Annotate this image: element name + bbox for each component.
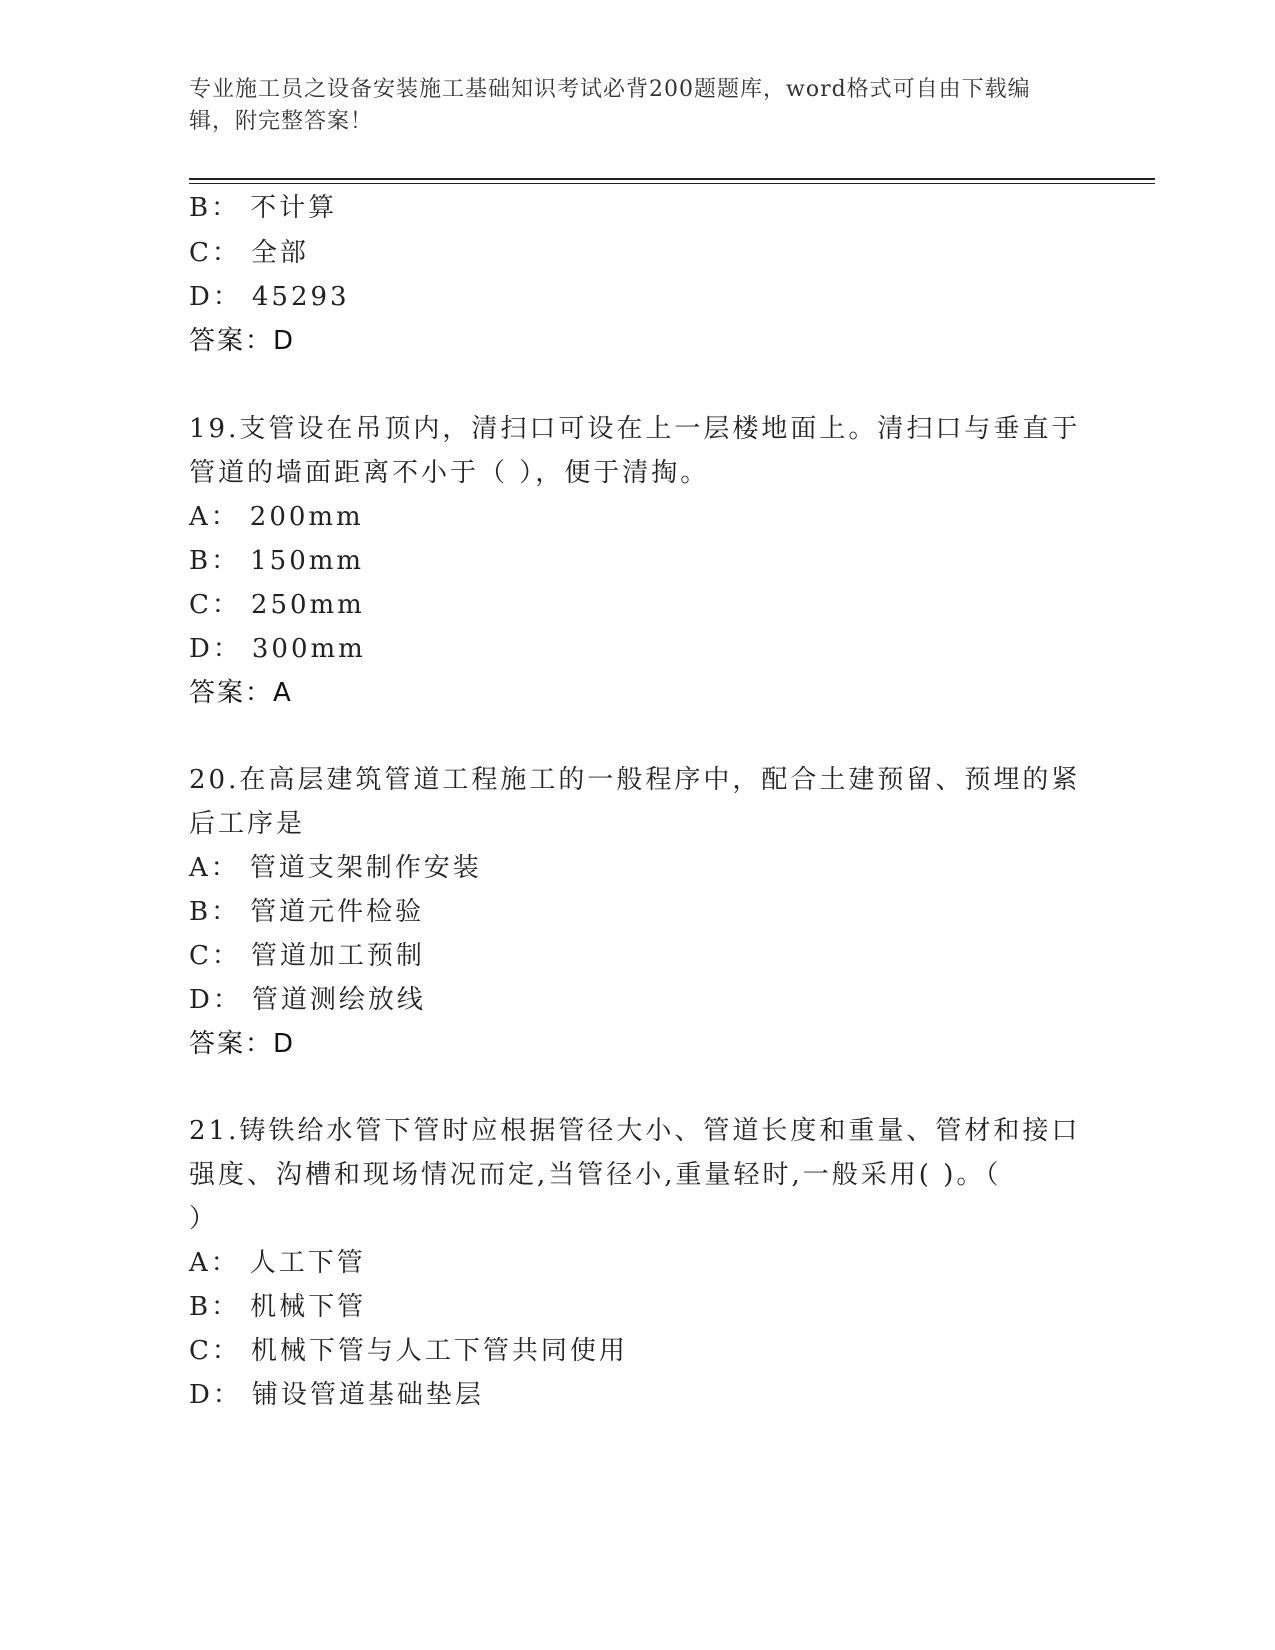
- question-text: 管道的墙面距离不小于（ ），便于清掏。: [189, 458, 710, 488]
- question-text: 强度、沟槽和现场情况而定,当管径小,重量轻时,一般采用( )。（: [189, 1160, 1002, 1190]
- question-text: 20.在高层建筑管道工程施工的一般程序中，配合土建预留、预埋的紧: [189, 765, 1081, 795]
- option-c: C： 管道加工预制: [189, 941, 425, 971]
- option-a: A： 人工下管: [189, 1248, 366, 1278]
- option-d: D： 铺设管道基础垫层: [189, 1380, 484, 1410]
- answer: 答案：A: [189, 678, 293, 708]
- option-d: D： 管道测绘放线: [189, 985, 426, 1015]
- question-text: 19.支管设在吊顶内，清扫口可设在上一层楼地面上。清扫口与垂直于: [189, 414, 1081, 444]
- question-text: ）: [189, 1204, 219, 1234]
- option-d: D： 300mm: [189, 634, 366, 664]
- option-c: C： 250mm: [189, 590, 365, 620]
- option-a: A： 管道支架制作安装: [189, 853, 482, 883]
- option-b: B： 机械下管: [189, 1292, 367, 1322]
- option-c: C： 机械下管与人工下管共同使用: [189, 1336, 628, 1366]
- option-b: B： 150mm: [189, 546, 365, 576]
- document-header: 专业施工员之设备安装施工基础知识考试必背200题题库，word格式可自由下载编辑，附完整答案！: [189, 77, 1031, 134]
- option-d: D： 45293: [189, 282, 350, 312]
- option-a: A： 200mm: [189, 502, 364, 532]
- option-b: B： 管道元件检验: [189, 897, 425, 927]
- header-rule-thin: [189, 183, 1155, 184]
- question-text: 后工序是: [189, 809, 306, 839]
- header-rule-thick: [189, 178, 1155, 180]
- answer: 答案：D: [189, 326, 296, 356]
- answer: 答案：D: [189, 1029, 296, 1059]
- option-b: B： 不计算: [189, 193, 338, 223]
- question-text: 21.铸铁给水管下管时应根据管径大小、管道长度和重量、管材和接口: [189, 1116, 1081, 1146]
- option-c: C： 全部: [189, 238, 309, 268]
